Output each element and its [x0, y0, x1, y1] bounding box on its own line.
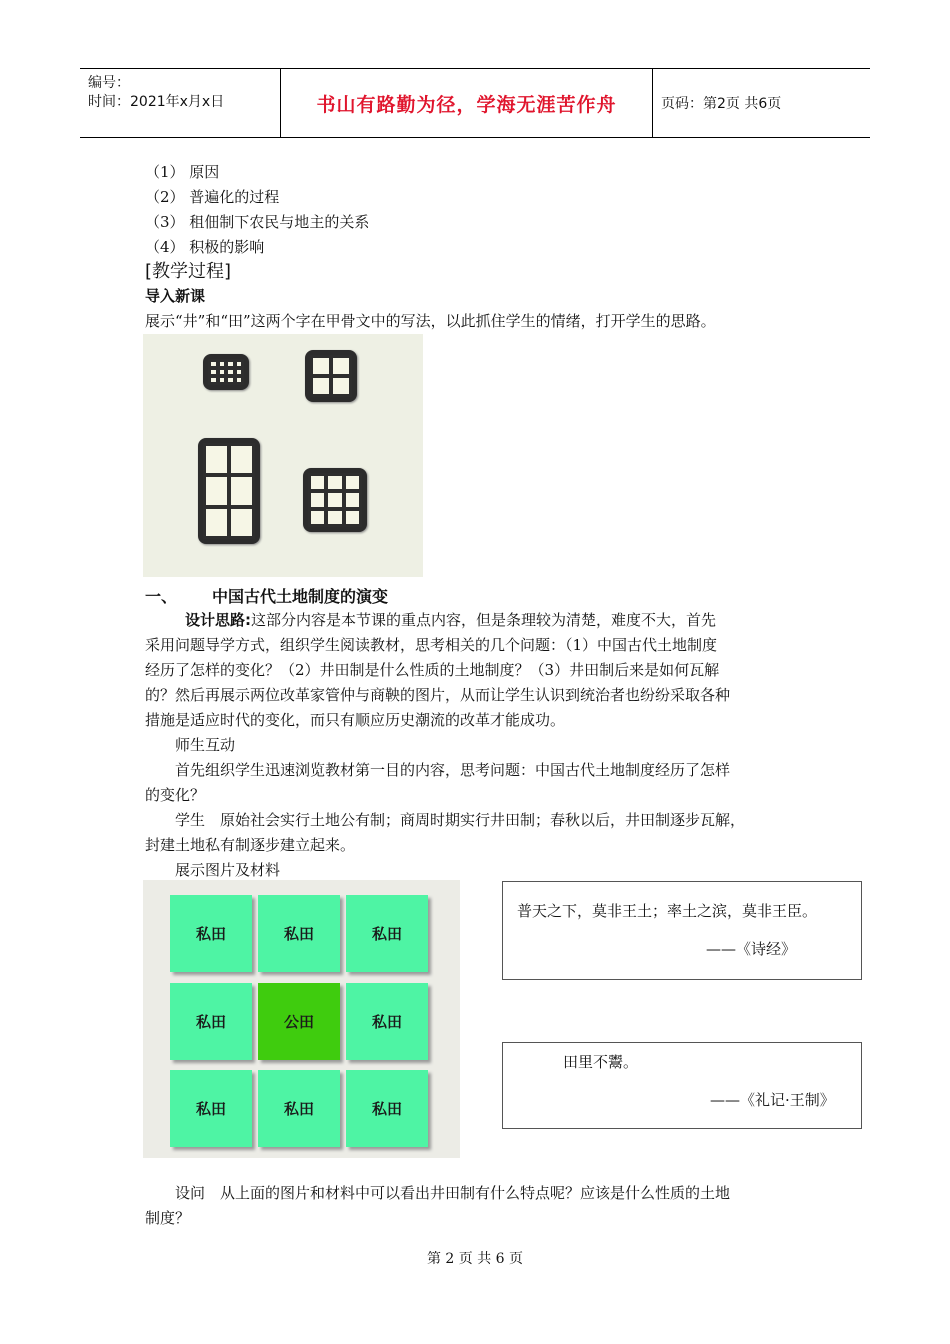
private-field-cell: 私田	[170, 983, 252, 1060]
header-motto-cell	[281, 69, 653, 137]
intro-heading: 导入新课	[145, 287, 206, 305]
design-line: 的？然后再展示两位改革家管仲与商鞅的图片，从而让学生认识到统治者也纷纷采取各种	[145, 686, 731, 704]
design-paragraph	[145, 608, 817, 733]
oracle-glyph-well-small	[203, 354, 249, 390]
section-title: 中国古代土地制度的演变	[212, 587, 389, 606]
answer-line: 封建土地私有制逐步建立起来。	[145, 836, 356, 854]
design-line: 这部分内容是本节课的重点内容，但是条理较为清楚，难度不大，首先	[251, 611, 717, 629]
private-field-cell: 私田	[346, 983, 428, 1060]
quote-text: 田里不鬻。	[563, 1053, 639, 1071]
oracle-glyph-well-grid	[303, 468, 367, 532]
quote-text: 普天之下，莫非王土；率土之滨，莫非王臣。	[517, 902, 818, 920]
oracle-glyph-field-small	[305, 350, 357, 402]
private-field-cell: 私田	[170, 895, 252, 972]
outline-item: （3） 租佃制下农民与地主的关系	[145, 213, 370, 231]
design-line: 经历了怎样的变化？（2）井田制是什么性质的土地制度？（3）井田制后来是如何瓦解	[145, 661, 720, 679]
question1-line: 首先组织学生迅速浏览教材第一目的内容，思考问题：中国古代土地制度经历了怎样	[175, 761, 731, 779]
oracle-glyph-field-tall	[198, 438, 260, 544]
answer-line: 学生 原始社会实行土地公有制；商周时期实行井田制；春秋以后，井田制逐步瓦解，	[175, 811, 746, 829]
question1-line: 的变化？	[145, 786, 206, 804]
design-label: 设计思路:	[185, 611, 251, 629]
design-line: 措施是适应时代的变化，而只有顺应历史潮流的改革才能成功。	[145, 711, 566, 729]
question2-line: 设问 从上面的图片和材料中可以看出井田制有什么特点呢？应该是什么性质的土地	[175, 1184, 731, 1202]
outline-item: （4） 积极的影响	[145, 238, 265, 256]
quote-source: ——《礼记·王制》	[710, 1091, 835, 1109]
question2-line: 制度？	[145, 1209, 191, 1227]
oracle-bone-image	[143, 334, 423, 577]
page-header	[80, 68, 870, 138]
private-field-cell: 私田	[346, 895, 428, 972]
private-field-cell: 私田	[346, 1070, 428, 1147]
number-label: 编号：	[88, 75, 130, 91]
page-footer: 第 2 页 共 6 页	[426, 1251, 524, 1267]
question2-paragraph	[145, 1181, 817, 1231]
private-field-cell: 私田	[170, 1070, 252, 1147]
quote-box-liji	[502, 1042, 862, 1129]
student-answer-paragraph	[145, 808, 817, 858]
private-field-cell: 私田	[258, 1070, 340, 1147]
page-code: 页码：第2页 共6页	[661, 96, 782, 112]
time-label: 时间：2021年x月x日	[88, 94, 225, 110]
well-field-diagram	[143, 880, 460, 1158]
quote-box-shijing	[502, 881, 862, 980]
motto: 书山有路勤为径，学海无涯苦作舟	[316, 93, 617, 116]
teaching-process-heading: [教学过程]	[145, 261, 232, 282]
quote-source: ——《诗经》	[706, 940, 797, 958]
design-line: 采用问题导学方式，组织学生阅读教材，思考相关的几个问题：（1）中国古代土地制度	[145, 636, 718, 654]
public-field-cell: 公田	[258, 983, 340, 1060]
section-number: 一、	[145, 587, 178, 606]
private-field-cell: 私田	[258, 895, 340, 972]
outline-item: （2） 普遍化的过程	[145, 188, 280, 206]
header-page-cell	[653, 69, 870, 137]
question1-paragraph	[145, 758, 817, 808]
header-meta	[80, 69, 281, 137]
outline-item: （1） 原因	[145, 163, 220, 181]
show-label: 展示图片及材料	[175, 861, 281, 879]
interaction-label: 师生互动	[175, 736, 236, 754]
intro-text: 展示“井”和“田”这两个字在甲骨文中的写法，以此抓住学生的情绪，打开学生的思路。	[145, 312, 716, 330]
